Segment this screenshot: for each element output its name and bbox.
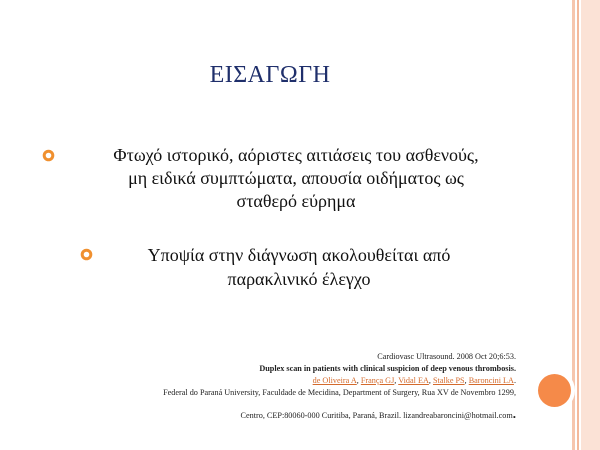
author-link[interactable]: Baroncini LA (468, 376, 514, 385)
decor-stripe (581, 0, 600, 450)
reference-authors: de Oliveira A, França GJ, Vidal EA, Stalke PS, Baroncini LA. (312, 376, 516, 385)
bullet-line: Φτωχό ιστορικό, αόριστες αιτιάσεις του ασθενούς, (113, 145, 479, 165)
reference-address: Centro, CEP:80060-000 Curitiba, Paraná, Brazil. lizandreabaroncini@hotmail.com. (240, 406, 516, 421)
bullet-line: μη ειδικά συμπτώματα, απουσία οιδήματος ως (128, 168, 464, 188)
reference-journal: Cardiovasc Ultrasound. 2008 Oct 20;6:53. (377, 352, 516, 361)
bullet-text (60, 144, 532, 213)
bullet-item (42, 144, 532, 213)
decor-stripe (577, 0, 579, 450)
ring-bullet-icon (80, 248, 93, 261)
reference-title: Duplex scan in patients with clinical suspicion of deep venous thrombosis. (259, 364, 516, 373)
decor-stripe (572, 0, 575, 450)
bullet-line: Υποψία στην διάγνωση ακολουθείται από (147, 245, 451, 265)
bullet-line: σταθερό εύρημα (236, 191, 356, 211)
author-link[interactable]: Stalke PS (432, 376, 465, 385)
bullet-line: παρακλινικό έλεγχο (227, 269, 371, 289)
reference-block (46, 351, 516, 422)
ring-bullet-icon (42, 149, 55, 162)
author-link[interactable]: Vidal EA (398, 376, 429, 385)
bullet-item (80, 243, 500, 291)
bullet-text (98, 243, 500, 291)
slide-title: ΕΙΣΑΓΩΓΗ (209, 62, 331, 88)
author-link[interactable]: de Oliveira A (312, 376, 357, 385)
trailing-dot: . (512, 406, 516, 421)
decor-circle (538, 374, 571, 407)
reference-affiliation: Federal do Paraná University, Faculdade de Mecidina, Department of Surgery, Rua XV de Novembro 1299, (163, 388, 516, 397)
author-link[interactable]: França GJ (360, 376, 395, 385)
